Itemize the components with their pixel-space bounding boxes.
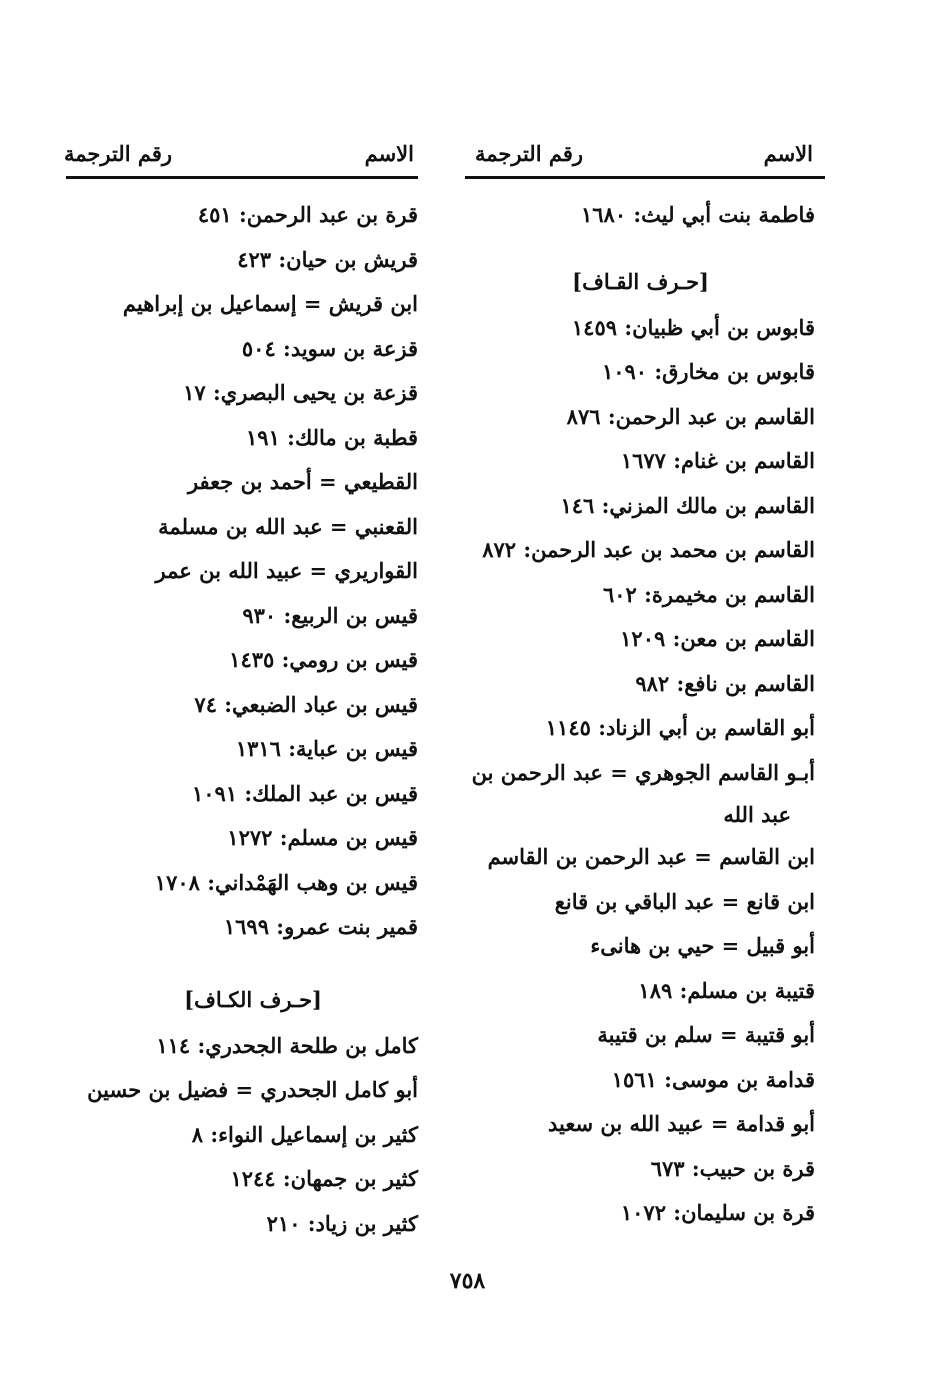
left-entries [62, 193, 418, 1246]
index-entry: كثير بن إسماعيل النواء: ٨ [191, 1121, 418, 1147]
wrapped-line-1: أبـو القاسم الجوهري = عبد الرحمن بن [471, 759, 815, 785]
index-entry: ابن قانع = عبد الباقي بن قانع [554, 888, 815, 914]
index-entry: قزعة بن يحيى البصري: ١٧ [183, 380, 418, 405]
index-entry: قرة بن سليمان: ١٠٧٢ [620, 1200, 815, 1225]
wrapped-line-2: عبد الله [723, 802, 791, 827]
section-gap [465, 238, 815, 258]
index-entry: قابوس بن أبي ظبيان: ١٤٥٩ [571, 314, 815, 340]
index-entry: القطيعي = أحمد بن جعفر [187, 469, 418, 494]
index-entry: قيس بن وهب الهَمْداني: ١٧٠٨ [154, 869, 418, 895]
section-title-qaf: [حـرف القـاف] [572, 268, 709, 294]
index-entry: قدامة بن موسى: ١٥٦١ [611, 1066, 815, 1092]
index-entry: قزعة بن سويد: ٥٠٤ [241, 335, 418, 361]
index-entry: قيس بن عباد الضبعي: ٧٤ [194, 691, 418, 717]
index-entry: القاسم بن مخيمرة: ٦٠٢ [602, 581, 815, 607]
index-entry: القاسم بن غنام: ١٦٧٧ [620, 448, 815, 473]
index-entry: قابوس بن مخارق: ١٠٩٠ [601, 359, 815, 384]
number-column-label: رقم الترجمة [64, 141, 173, 166]
index-entry: ابن قريش = إسماعيل بن إبراهيم [122, 291, 418, 316]
index-entry: كثير بن جمهان: ١٢٤٤ [230, 1166, 418, 1191]
section-gap [62, 950, 418, 976]
index-entry: قيس بن عبد الملك: ١٠٩١ [191, 780, 418, 806]
name-column-label: الاسم [364, 141, 414, 166]
index-entry: أبو كامل الجحدري = فضيل بن حسين [87, 1077, 418, 1102]
index-entry: أبو قتيبة = سلم بن قتيبة [597, 1022, 815, 1047]
right-column-header [465, 128, 815, 166]
left-column-header [62, 128, 418, 166]
header-rule [66, 176, 418, 179]
index-entry: قتيبة بن مسلم: ١٨٩ [638, 977, 815, 1003]
index-entry: القاسم بن عبد الرحمن: ٨٧٦ [566, 403, 815, 429]
number-column-label: رقم الترجمة [475, 141, 584, 166]
index-entry: القاسم بن مالك المزني: ١٤٦ [560, 492, 815, 518]
index-entry: قيس بن عباية: ١٣١٦ [235, 736, 418, 761]
page-number: ٧٥٨ [449, 1268, 486, 1294]
index-entry: قيس بن مسلم: ١٢٧٢ [227, 825, 418, 850]
index-entry: أبو القاسم بن أبي الزناد: ١١٤٥ [545, 715, 815, 740]
name-column-label: الاسم [763, 141, 813, 166]
index-entry: فاطمة بنت أبي ليث: ١٦٨٠ [580, 202, 815, 227]
index-entry: قيس بن الربيع: ٩٣٠ [242, 602, 418, 628]
right-column [465, 128, 815, 1236]
index-entry: القاسم بن معن: ١٢٠٩ [620, 626, 815, 651]
section-title-kaf: [حـرف الكـاف] [184, 986, 322, 1012]
header-rule [465, 176, 825, 179]
index-entry: ابن القاسم = عبد الرحمن بن القاسم [487, 844, 815, 869]
index-entry: القاسم بن محمد بن عبد الرحمن: ٨٧٢ [482, 537, 815, 562]
index-entry: قطبة بن مالك: ١٩١ [246, 424, 418, 450]
index-entry: قيس بن رومي: ١٤٣٥ [229, 647, 418, 672]
index-entry: أبو قبيل = حيي بن هانىء [590, 933, 815, 958]
index-entry: القواريري = عبيد الله بن عمر [155, 558, 418, 583]
index-entry-wrapped [465, 751, 815, 836]
index-entry: قريش بن حيان: ٤٢٣ [237, 246, 418, 272]
index-entry: قرة بن عبد الرحمن: ٤٥١ [197, 202, 418, 227]
right-entries [465, 193, 815, 1236]
index-entry: كامل بن طلحة الجحدري: ١١٤ [156, 1032, 418, 1058]
index-entry: قمير بنت عمرو: ١٦٩٩ [223, 914, 418, 939]
index-entry: أبو قدامة = عبيد الله بن سعيد [548, 1111, 815, 1136]
index-entry: كثير بن زياد: ٢١٠ [266, 1210, 418, 1236]
index-entry: قرة بن حبيب: ٦٧٣ [650, 1155, 815, 1181]
left-column [62, 128, 418, 1246]
index-entry: القعنبي = عبد الله بن مسلمة [158, 513, 418, 539]
index-entry: القاسم بن نافع: ٩٨٢ [635, 670, 815, 696]
